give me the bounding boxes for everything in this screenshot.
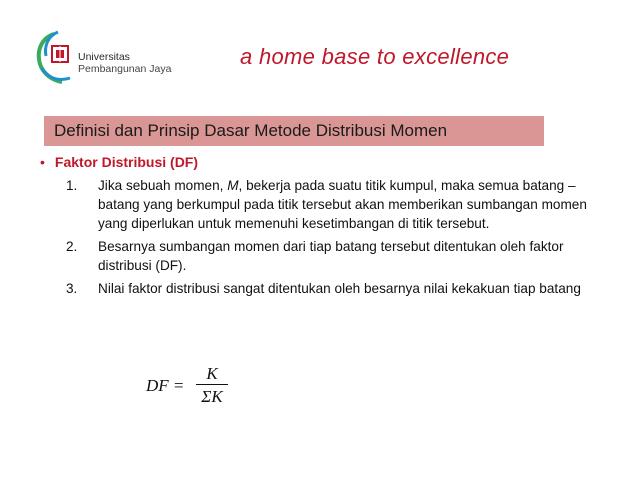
bullet-marker: •	[40, 154, 45, 170]
tagline: a home base to excellence	[240, 44, 510, 69]
logo-line2b: Jaya	[149, 63, 172, 75]
numbered-list	[66, 176, 606, 302]
list-item	[66, 279, 606, 298]
item-number: 3.	[66, 281, 78, 296]
bullet-heading	[40, 154, 198, 170]
section-title-bar	[44, 116, 544, 146]
formula-denominator: ΣK	[201, 387, 223, 406]
item-text-before: Jika sebuah momen,	[98, 178, 228, 193]
item-text: Besarnya sumbangan momen dari tiap batang tersebut ditentukan oleh faktor distribusi (DF).	[98, 239, 564, 273]
list-item	[66, 176, 606, 233]
formula-numerator: K	[206, 364, 218, 383]
formula-lhs: DF =	[146, 376, 185, 395]
logo-line2a: Pembangunan	[78, 63, 147, 75]
formula-fraction	[196, 364, 228, 407]
logo-emblem-icon	[34, 28, 82, 88]
bullet-label: Faktor Distribusi (DF)	[54, 154, 199, 170]
list-item	[66, 237, 606, 275]
fraction-bar	[196, 384, 228, 385]
item-number: 2.	[66, 239, 78, 254]
logo-line1: Universitas	[78, 51, 130, 63]
item-number: 1.	[66, 178, 78, 193]
item-italic: M	[227, 178, 239, 193]
section-title: Definisi dan Prinsip Dasar Metode Distribusi Momen	[54, 121, 448, 140]
item-text-after: , bekerja pada suatu titik kumpul, maka semua batang – batang yang berkumpul pada titik tersebut akan memberikan sumbangan momen yang diperlukan untuk memenuhi kesetimbangan di titik tersebut.	[98, 178, 587, 231]
logo-wordmark	[78, 51, 171, 75]
item-text: Nilai faktor distribusi sangat ditentukan oleh besarnya nilai kekakuan tiap batang	[98, 281, 581, 296]
